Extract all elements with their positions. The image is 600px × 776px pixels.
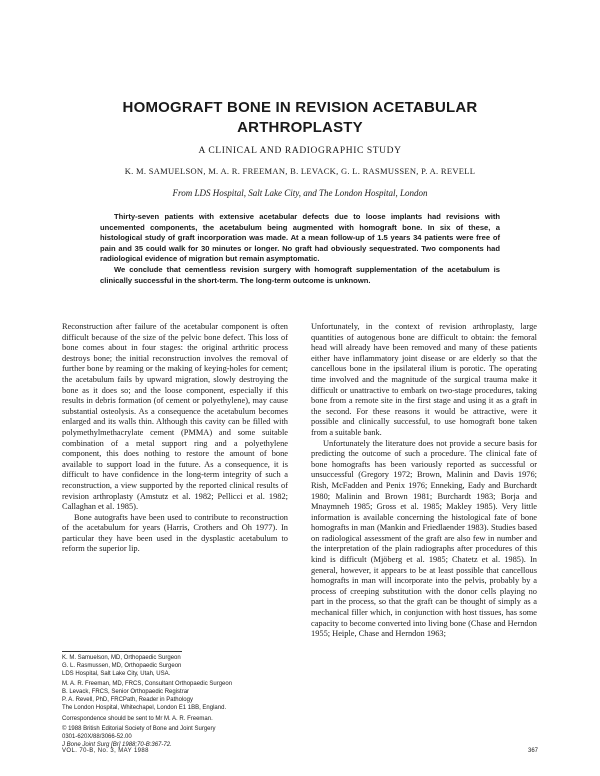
journal-issue-footer: VOL. 70-B, No. 3, MAY 1988 xyxy=(62,748,149,754)
footnote-line: 0301-620X/88/3066-52.00 xyxy=(62,734,132,741)
footnotes xyxy=(62,655,288,753)
footnote-line: G. L. Rasmussen, MD, Orthopaedic Surgeon xyxy=(62,662,182,669)
body-column-left xyxy=(62,322,288,555)
page-number: 367 xyxy=(528,748,539,754)
footnote-line: The London Hospital, Whitechapel, London E1 1BB, England. xyxy=(62,704,227,711)
body-paragraph: Bone autografts have been used to contribute to reconstruction of the acetabulum for years (Harris, Crothers and Oh 1977). In particular they have been used in the dysplastic acetabulum to reform the superior lip. xyxy=(62,512,288,554)
body-paragraph: Reconstruction after failure of the acetabular component is often difficult because of the size of the pelvic bone defect. This loss of bone comes about in four stages: the original arthritic process destroys bone; the initial reconstruction involves the removal of further bone by reaming or the making of keying-holes for cement; the acetabulum fails by upward migration, slowly destroying the bone as it does so; and the loose component, especially if this results in debris formation (of cement or polyethylene), may cause substantial osteolysis. As a consequence the acetabulum becomes enlarged and its walls thin. Although this cavity can be filled with polymethylmethacrylate cement (PMMA) and some suitable combination of a metal support ring and a polyethylene component, this does nothing to restore the amount of bone available to support load in the future. As a consequence, it is difficult to have confidence in the long-term integrity of such a reconstruction, a view supported by the reported clinical results of revision arthroplasty (Amstutz et al. 1982; Pellicci et al. 1982; Callaghan et al. 1985). xyxy=(62,322,288,512)
footnote-line: P. A. Revell, PhD, FRCPath, Reader in Pathology xyxy=(62,696,193,703)
affiliation: From LDS Hospital, Salt Lake City, and The London Hospital, London xyxy=(172,188,428,198)
body-paragraph: Unfortunately, in the context of revision arthroplasty, large quantities of autogenous bone are difficult to obtain: the femoral head will already have been removed and many of these patients either have inflammatory joint disease or are elderly so that the cancellous bone in the ipsilateral ilium is porotic. The operating time involved and the magnitude of the surgical trauma make it difficult or unattractive to embark on two-stage procedures, taking bone from a remote site in the first stage and using it as a graft in the second. For these reasons it would be attractive, were it possible and clinically successful, to use homograft bone taken from a suitable bank. xyxy=(311,322,537,437)
footnote-block xyxy=(62,655,288,678)
footnote-line: K. M. Samuelson, MD, Orthopaedic Surgeon xyxy=(62,655,181,661)
body-paragraph: Unfortunately the literature does not provide a secure basis for predicting the outcome of such a procedure. The clinical fate of bone homografts has been variously reported as successful or unsuccessful (Gregory 1972; Brown, Malinin and Davis 1976; Rish, McFadden and Penix 1976; Enneking, Eady and Burchardt 1980; Malinin and Brown 1981; Burchardt 1983; Borja and Mnaymneh 1985; Gross et al. 1985; Makley 1985). Very little information is available concerning the histological fate of bone homografts in man (Mankin and Friedlaender 1983). Studies based on radiological assessment of the graft are also few in number and the interpretation of the plain radiographs after procedures of this kind is difficult (Mjöberg et al. 1985; Chatetz et al. 1985). In general, however, it appears to be at least possible that cancellous homografts in man will incorporate into the pelvis, probably by a process of creeping substitution with the donor cells playing no part in the process, so that the graft can be thought of simply as a mechanical filler which, in conjunction with host tissues, has some capacity to become converted into living bone (Chase and Herndon 1955; Heiple, Chase and Herndon 1963; xyxy=(311,438,537,639)
paper-subtitle: A CLINICAL AND RADIOGRAPHIC STUDY xyxy=(198,146,402,156)
footnote-divider xyxy=(62,651,182,652)
footnote-block xyxy=(62,716,288,724)
abstract-paragraph-2: We conclude that cementless revision surgery with homograft supplementation of the acetabulum is clinically successful in the short-term. The long-term outcome is unknown. xyxy=(100,264,500,285)
abstract xyxy=(100,212,500,286)
footnote-line: LDS Hospital, Salt Lake City, Utah, USA. xyxy=(62,670,171,677)
footnote-line: M. A. R. Freeman, MD, FRCS, Consultant Orthopaedic Surgeon xyxy=(62,681,233,688)
author-list: K. M. SAMUELSON, M. A. R. FREEMAN, B. LEVACK, G. L. RASMUSSEN, P. A. REVELL xyxy=(124,166,476,176)
footnote-block xyxy=(62,726,288,749)
footnote-line: J Bone Joint Surg [Br] 1988;70-B:367-72. xyxy=(62,741,172,748)
footnote-line: B. Levack, FRCS, Senior Orthopaedic Registrar xyxy=(62,689,190,696)
footnote-block xyxy=(62,681,288,712)
body-column-right xyxy=(311,322,537,640)
abstract-paragraph-1: Thirty-seven patients with extensive acetabular defects due to loose implants had revisions with uncemented components, the acetabulum being augmented with homograft bone. In six of these, a histological study of graft incorporation was made. At a mean follow-up of 1.5 years 34 patients were free of pain and 35 could walk for 30 minutes or longer. No graft had obviously sequestrated. Two components had radiological evidence of migration but remain asymptomatic. xyxy=(100,212,500,264)
footnote-line: Correspondence should be sent to Mr M. A. R. Freeman. xyxy=(62,715,213,722)
paper-title: HOMOGRAFT BONE IN REVISION ACETABULAR ARTHROPLASTY xyxy=(122,99,478,136)
footnote-line: © 1988 British Editorial Society of Bone and Joint Surgery xyxy=(62,726,216,733)
